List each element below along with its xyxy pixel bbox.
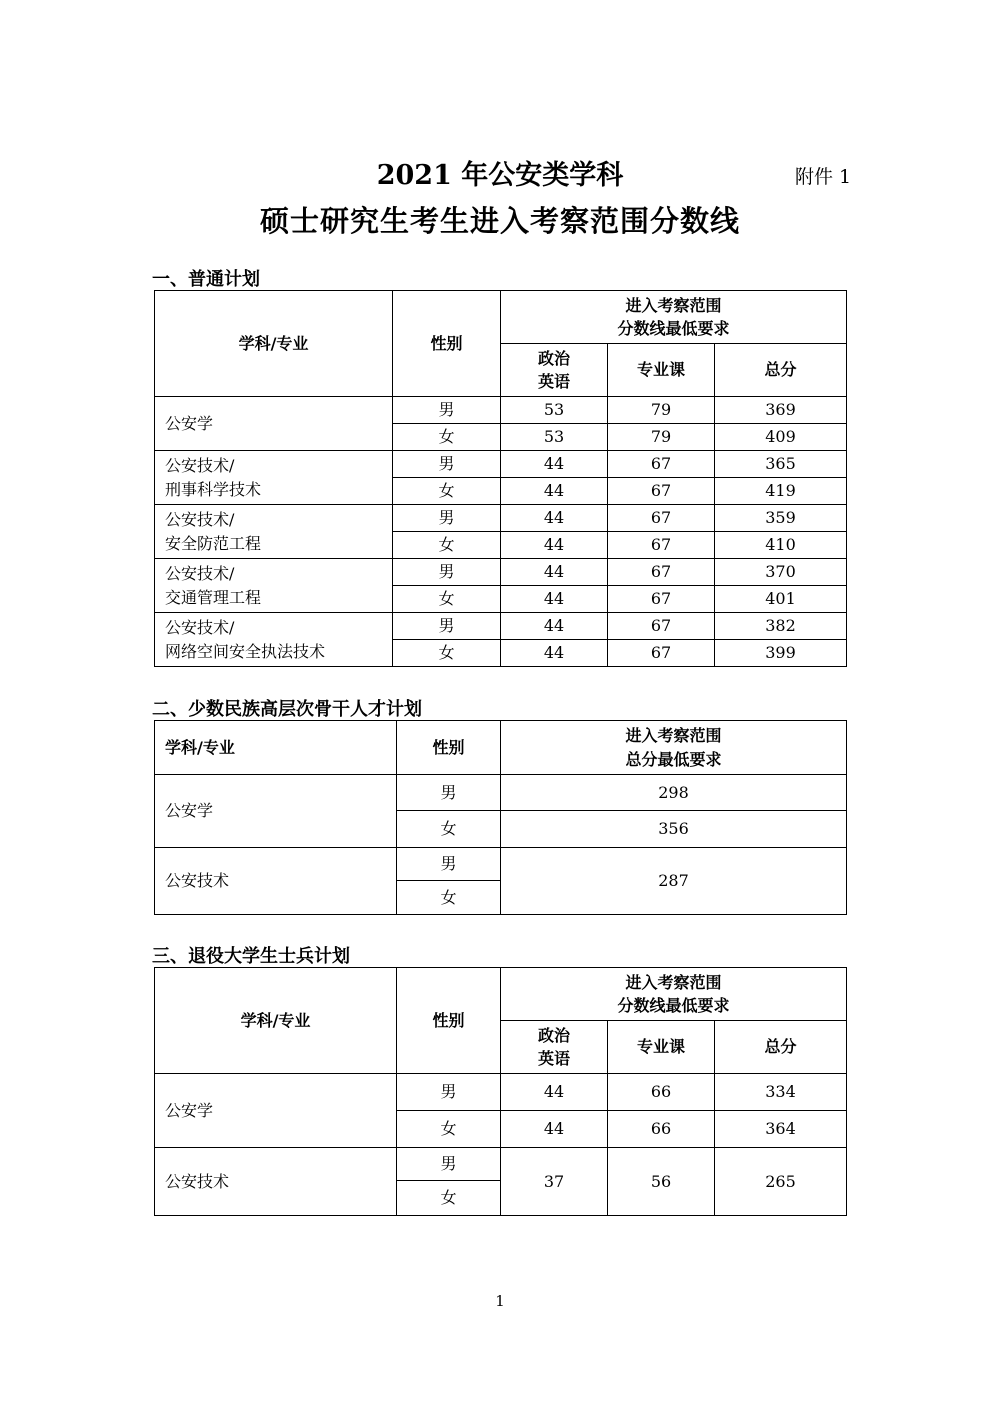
- header-gender: 性别: [397, 721, 501, 775]
- politics-cell: 44: [501, 451, 608, 478]
- major-cell: 67: [608, 505, 715, 532]
- header-major: 专业课: [608, 344, 715, 397]
- total-cell: 410: [715, 532, 847, 559]
- table-veteran-plan: [154, 967, 847, 1216]
- gender-cell: 男: [397, 1074, 501, 1111]
- section1-title: 一、普通计划: [152, 269, 260, 290]
- gender-cell: 男: [397, 775, 501, 811]
- gender-cell: 男: [393, 397, 501, 424]
- table-row: [155, 451, 847, 478]
- politics-cell: 44: [501, 586, 608, 613]
- politics-cell: 44: [501, 1111, 608, 1148]
- header-politics-english: 政治 英语: [501, 1021, 608, 1074]
- total-cell: 419: [715, 478, 847, 505]
- gender-cell: 女: [393, 478, 501, 505]
- section2-title: 二、少数民族高层次骨干人才计划: [152, 699, 422, 720]
- table-row: [155, 505, 847, 532]
- subject-cell: 公安技术: [155, 848, 397, 915]
- gender-cell: 男: [397, 1148, 501, 1181]
- header-total: 总分: [715, 1021, 847, 1074]
- politics-cell: 44: [501, 1074, 608, 1111]
- major-cell: 67: [608, 451, 715, 478]
- total-cell: 298: [501, 775, 847, 811]
- politics-cell: 37: [501, 1148, 608, 1216]
- header-total: 总分: [715, 344, 847, 397]
- major-cell: 56: [608, 1148, 715, 1216]
- gender-cell: 女: [393, 640, 501, 667]
- total-cell: 364: [715, 1111, 847, 1148]
- politics-cell: 44: [501, 478, 608, 505]
- major-cell: 67: [608, 532, 715, 559]
- header-gender: 性别: [393, 291, 501, 397]
- total-cell: 369: [715, 397, 847, 424]
- gender-cell: 女: [393, 424, 501, 451]
- gender-cell: 女: [397, 1181, 501, 1216]
- major-cell: 67: [608, 559, 715, 586]
- subject-cell: 公安技术/ 交通管理工程: [155, 559, 393, 613]
- header-gender: 性别: [397, 968, 501, 1074]
- total-cell: 365: [715, 451, 847, 478]
- gender-cell: 男: [393, 505, 501, 532]
- total-cell: 287: [501, 848, 847, 915]
- politics-cell: 44: [501, 613, 608, 640]
- attachment-label: 附件 1: [795, 166, 852, 188]
- total-cell: 382: [715, 613, 847, 640]
- politics-cell: 44: [501, 559, 608, 586]
- major-cell: 67: [608, 478, 715, 505]
- header-subject: 学科/专业: [155, 968, 397, 1074]
- subject-cell: 公安学: [155, 775, 397, 848]
- total-cell: 265: [715, 1148, 847, 1216]
- subject-cell: 公安技术: [155, 1148, 397, 1216]
- subject-cell: 公安技术/ 刑事科学技术: [155, 451, 393, 505]
- header-score-group: 进入考察范围 分数线最低要求: [501, 968, 847, 1021]
- major-cell: 66: [608, 1111, 715, 1148]
- major-cell: 66: [608, 1074, 715, 1111]
- total-cell: 334: [715, 1074, 847, 1111]
- major-cell: 67: [608, 586, 715, 613]
- table-row: [155, 1148, 847, 1181]
- total-cell: 356: [501, 811, 847, 848]
- header-politics-english: 政治 英语: [501, 344, 608, 397]
- table-row: [155, 775, 847, 811]
- header-subject: 学科/专业: [155, 721, 397, 775]
- table-row: [155, 559, 847, 586]
- table-minority-plan: [154, 720, 847, 915]
- politics-cell: 53: [501, 424, 608, 451]
- total-cell: 370: [715, 559, 847, 586]
- table-row: [155, 613, 847, 640]
- gender-cell: 男: [397, 848, 501, 881]
- politics-cell: 44: [501, 505, 608, 532]
- gender-cell: 女: [397, 881, 501, 915]
- total-cell: 399: [715, 640, 847, 667]
- gender-cell: 男: [393, 559, 501, 586]
- page-number: 1: [495, 1292, 505, 1310]
- total-cell: 401: [715, 586, 847, 613]
- gender-cell: 女: [397, 1111, 501, 1148]
- major-cell: 79: [608, 397, 715, 424]
- gender-cell: 男: [393, 451, 501, 478]
- gender-cell: 男: [393, 613, 501, 640]
- major-cell: 67: [608, 640, 715, 667]
- subject-cell: 公安学: [155, 397, 393, 451]
- gender-cell: 女: [397, 811, 501, 848]
- table-row: [155, 848, 847, 881]
- header-subject: 学科/专业: [155, 291, 393, 397]
- header-major: 专业课: [608, 1021, 715, 1074]
- subject-cell: 公安学: [155, 1074, 397, 1148]
- total-cell: 359: [715, 505, 847, 532]
- section3-title: 三、退役大学生士兵计划: [152, 946, 350, 967]
- header-score-group: 进入考察范围 分数线最低要求: [501, 291, 847, 344]
- subject-cell: 公安技术/ 安全防范工程: [155, 505, 393, 559]
- total-cell: 409: [715, 424, 847, 451]
- gender-cell: 女: [393, 532, 501, 559]
- page-title-line2: 硕士研究生考生进入考察范围分数线: [259, 204, 740, 238]
- politics-cell: 53: [501, 397, 608, 424]
- politics-cell: 44: [501, 532, 608, 559]
- major-cell: 67: [608, 613, 715, 640]
- gender-cell: 女: [393, 586, 501, 613]
- page-title-line1: 2021 年公安类学科: [376, 160, 624, 191]
- table-row: [155, 397, 847, 424]
- major-cell: 79: [608, 424, 715, 451]
- table-row: [155, 1074, 847, 1111]
- table-regular-plan: [154, 290, 847, 667]
- header-score-group: 进入考察范围 总分最低要求: [501, 721, 847, 775]
- politics-cell: 44: [501, 640, 608, 667]
- subject-cell: 公安技术/ 网络空间安全执法技术: [155, 613, 393, 667]
